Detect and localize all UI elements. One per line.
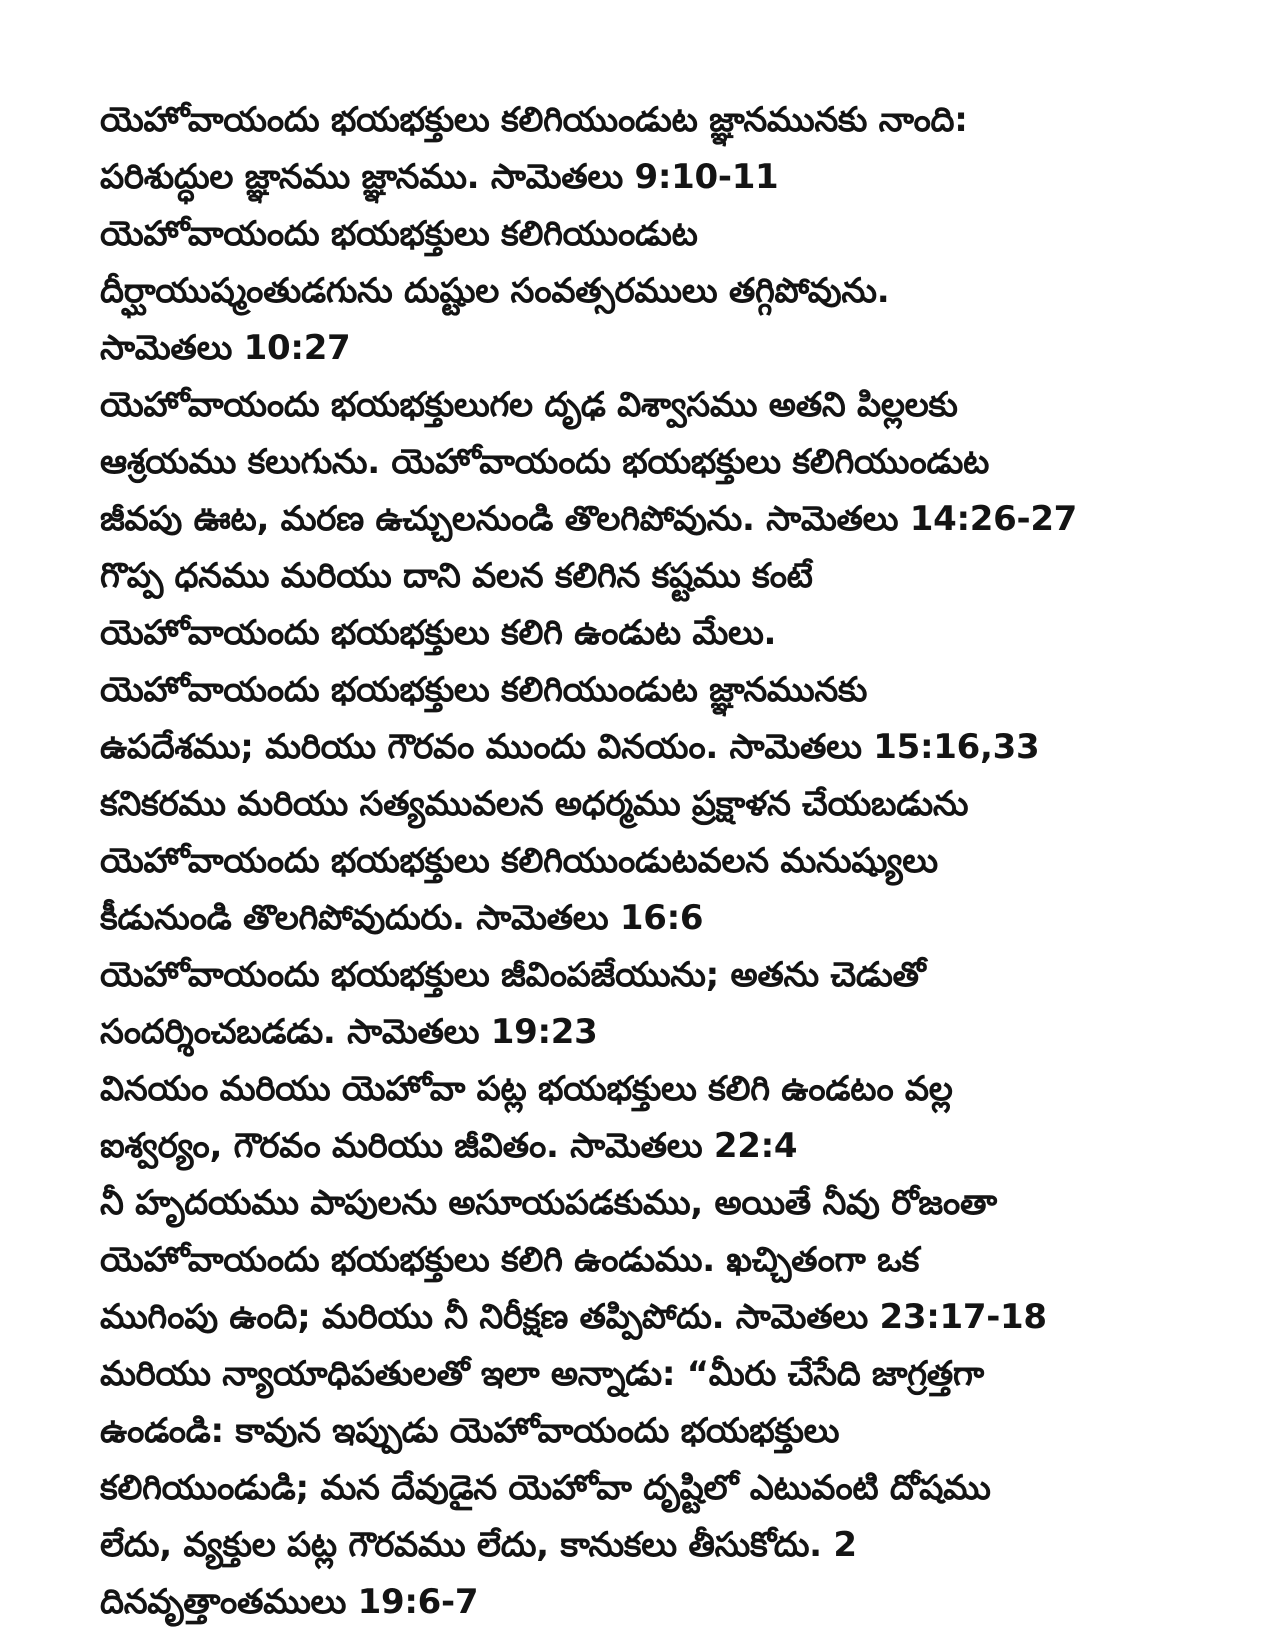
text-line: యెహోవాయందు భయభక్తులు కలిగియుండుట [100,214,698,254]
text-line: లేదు, వ్యక్తుల పట్ల గౌరవము లేదు, కానుకలు తీసుకోదు. 2 [100,1525,857,1565]
text-line: గొప్ప ధనము మరియు దాని వలన కలిగిన కష్టము కంటే [100,556,813,596]
text-line: నీ హృదయము పాపులను అసూయపడకుము, అయితే నీవు రోజంతా [100,1183,997,1223]
text-line: యెహోవాయందు భయభక్తులు కలిగియుండుటవలన మనుష్యులు [100,841,938,881]
text-line: యెహోవాయందు భయభక్తులు కలిగియుండుట జ్ఞానమునకు [100,670,868,710]
text-line: యెహోవాయందు భయభక్తులు కలిగియుండుట జ్ఞానమునకు నాంది: [100,100,968,140]
text-line: కీడునుండి తొలగిపోవుదురు. సామెతలు 16:6 [100,898,704,938]
text-line: సందర్శించబడడు. సామెతలు 19:23 [100,1012,598,1052]
text-line: సామెతలు 10:27 [100,328,351,368]
text-line: ఉపదేశము; మరియు గౌరవం ముందు వినయం. సామెతలు 15:16,33 [100,727,1040,767]
text-line: జీవపు ఊట, మరణ ఉచ్చులనుండి తొలగిపోవును. సామెతలు 14:26-27 [100,499,1078,539]
text-line: కలిగియుండుడి; మన దేవుడైన యెహోవా దృష్టిలో ఎటువంటి దోషము [100,1468,991,1508]
text-line: ఉండండి: కావున ఇప్పుడు యెహోవాయందు భయభక్తులు [100,1411,840,1451]
text-line: యెహోవాయందు భయభక్తులు జీవింపజేయును; అతను చెడుతో [100,955,926,995]
text-line: యెహోవాయందు భయభక్తులుగల దృఢ విశ్వాసము అతని పిల్లలకు [100,385,958,425]
text-line: మరియు న్యాయాధిపతులతో ఇలా అన్నాడు: “మీరు చేసేది జాగ్రత్తగా [100,1354,984,1394]
text-line: ఆశ్రయము కలుగును. యెహోవాయందు భయభక్తులు కలిగియుండుట [100,442,990,482]
text-line: పరిశుద్ధుల జ్ఞానము జ్ఞానము. సామెతలు 9:10-11 [100,157,779,197]
scripture-text-block [100,92,1220,1631]
text-line: కనికరము మరియు సత్యమువలన అధర్మము ప్రక్షాళన చేయబడును [100,784,969,824]
text-line: దీర్ఘాయుష్మంతుడగును దుష్టుల సంవత్సరములు తగ్గిపోవును. [100,271,890,311]
text-line: యెహోవాయందు భయభక్తులు కలిగి ఉండుము. ఖచ్చితంగా ఒక [100,1240,920,1280]
text-line: దినవృత్తాంతములు 19:6-7 [100,1582,479,1622]
text-line: ఐశ్వర్యం, గౌరవం మరియు జీవితం. సామెతలు 22:4 [100,1126,798,1166]
text-line: ముగింపు ఉంది; మరియు నీ నిరీక్షణ తప్పిపోదు. సామెతలు 23:17-18 [100,1297,1047,1337]
text-line: వినయం మరియు యెహోవా పట్ల భయభక్తులు కలిగి ఉండటం వల్ల [100,1069,953,1109]
text-line: యెహోవాయందు భయభక్తులు కలిగి ఉండుట మేలు. [100,613,777,653]
